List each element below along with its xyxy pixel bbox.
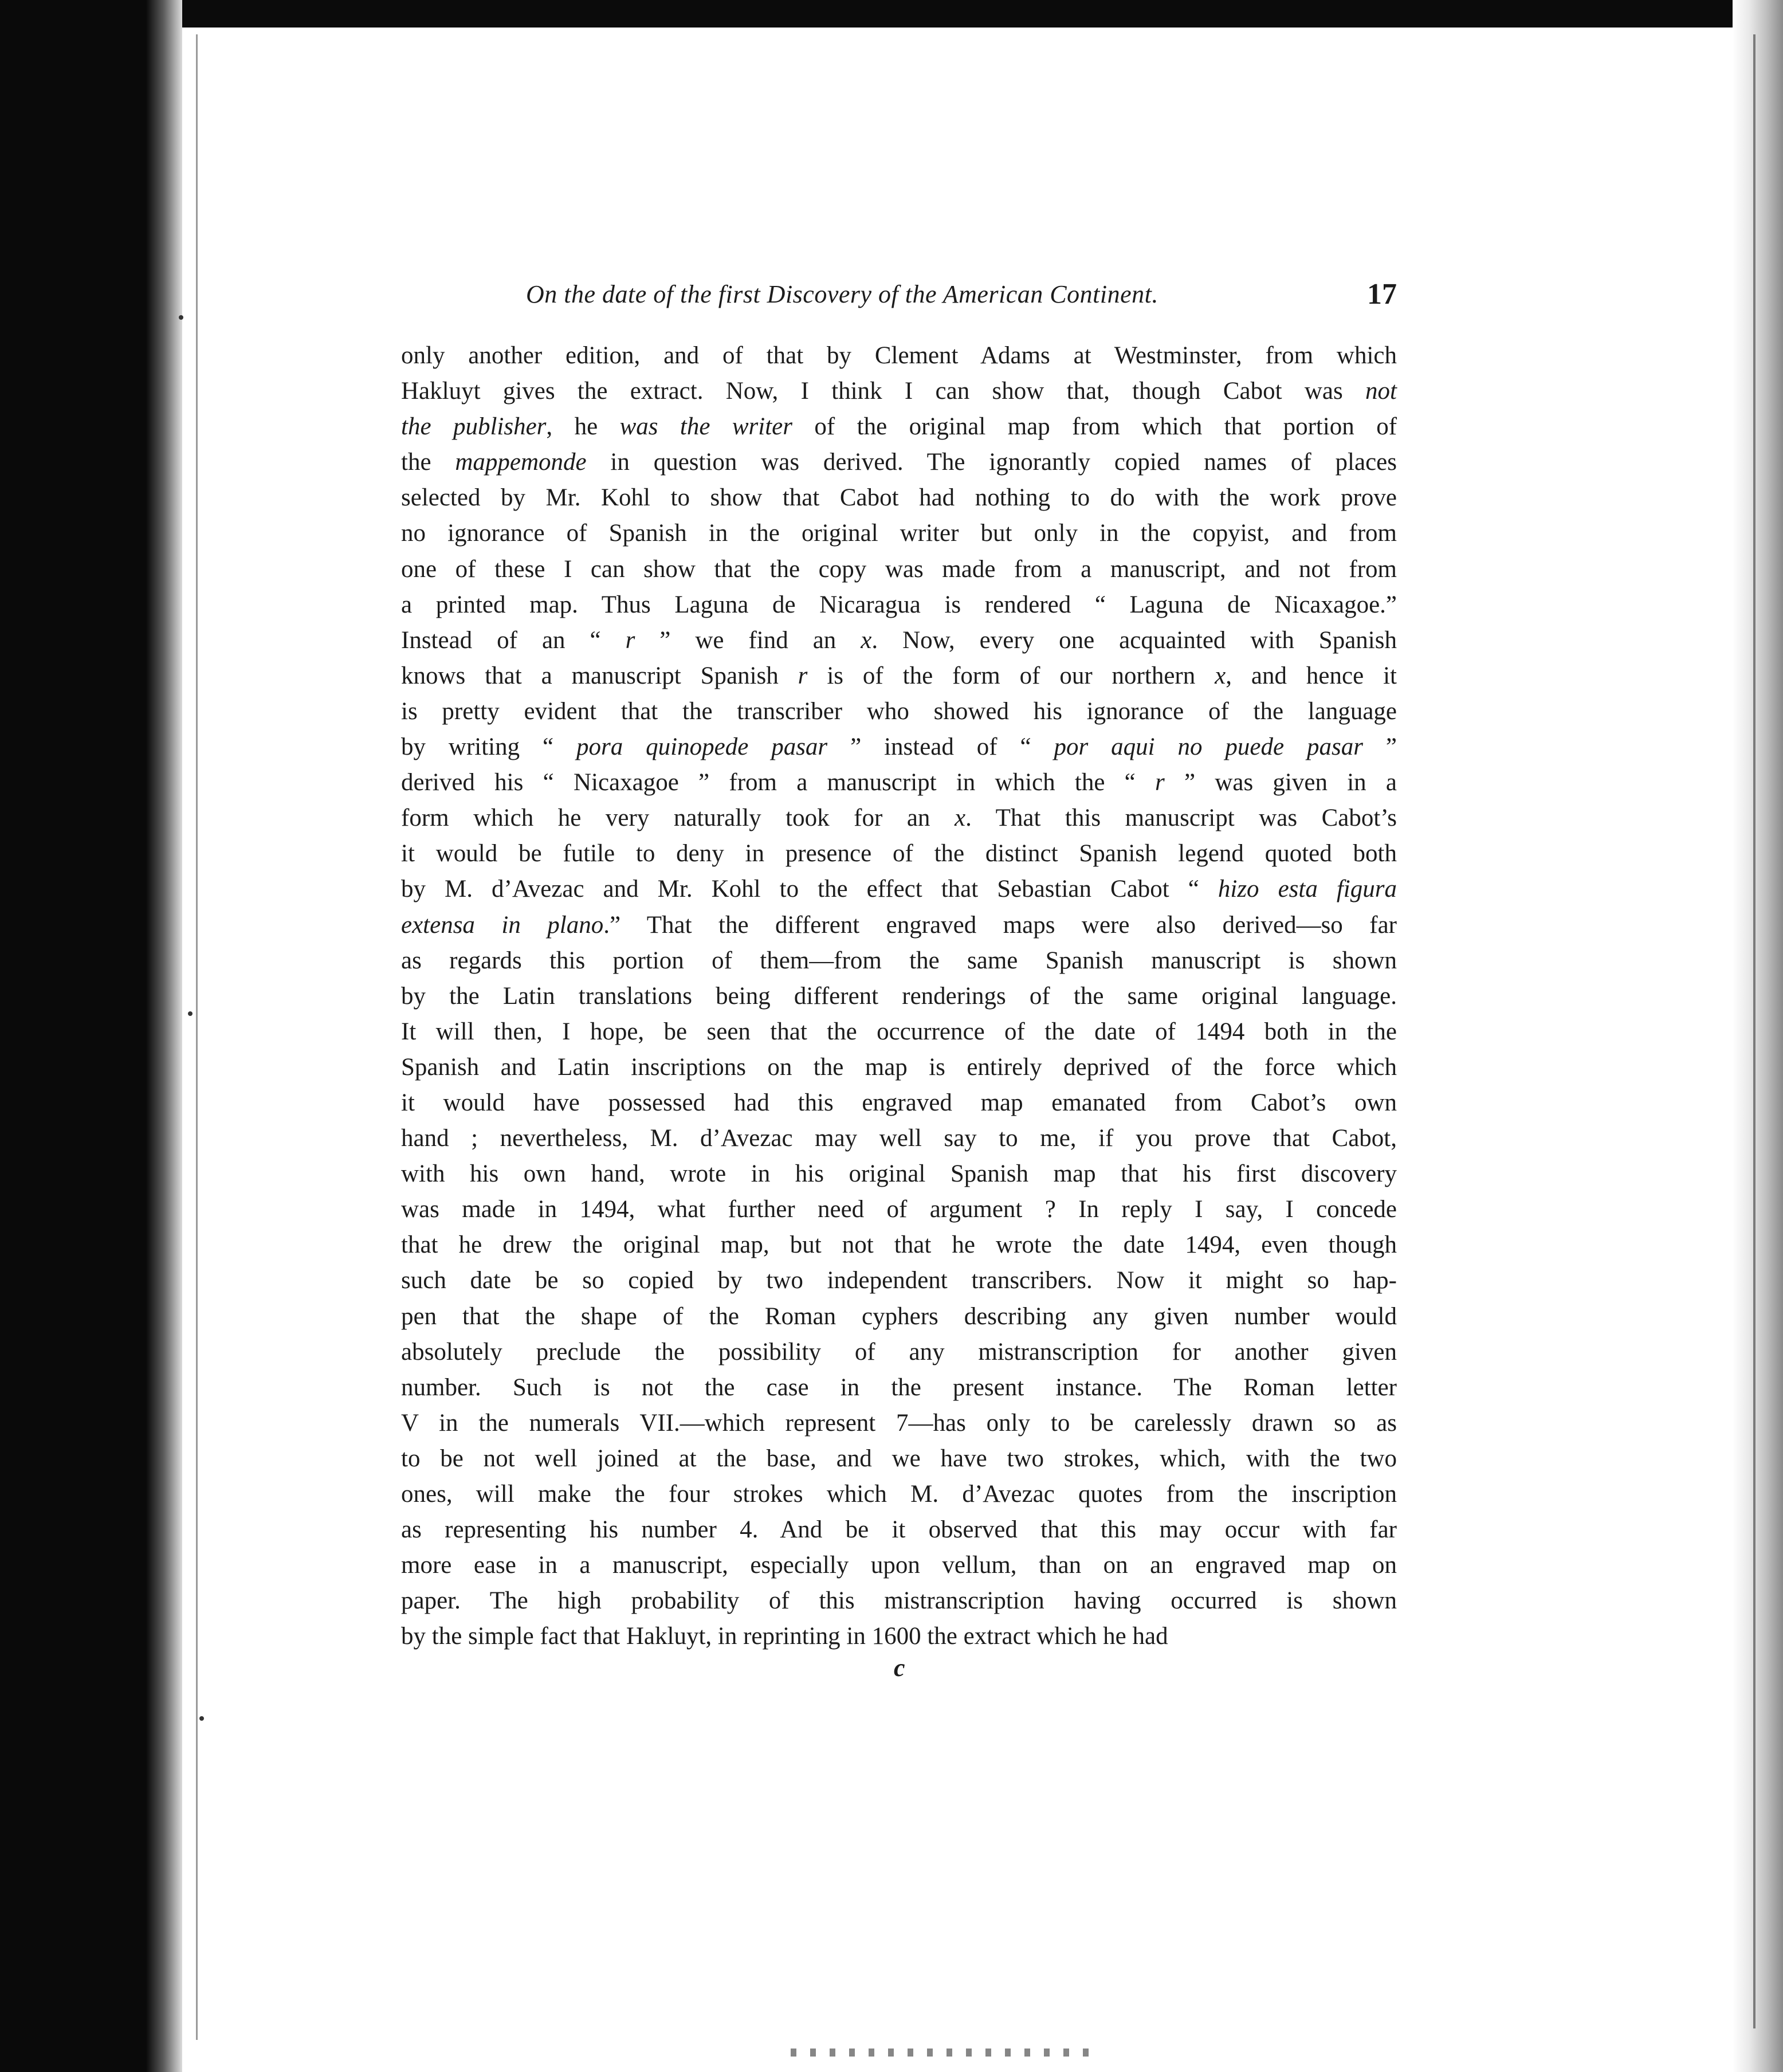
text-line [401, 872, 1397, 907]
text-line [401, 1014, 1397, 1050]
text-run: by M. d’Avezac and Mr. Kohl to the effect that Sebastian Cabot “ [401, 876, 1218, 903]
text-run: , he [546, 413, 620, 441]
text-line [401, 338, 1397, 374]
italic-run: the publisher [401, 413, 547, 441]
text-line [401, 1619, 1397, 1654]
text-line [401, 1548, 1397, 1583]
text-line [401, 1583, 1397, 1619]
text-line [401, 800, 1397, 836]
italic-run: r [625, 626, 635, 654]
page-right-edge-line [1753, 34, 1755, 2028]
text-run: a printed map. Thus Laguna de Nicaragua is rendered “ Laguna de Nicaxagoe.” [401, 591, 1397, 618]
running-head: On the date of the first Discovery of the American Continent. [526, 280, 1158, 308]
text-run: Spanish and Latin inscriptions on the map is entirely deprived of the force which [401, 1053, 1397, 1081]
text-line [401, 587, 1397, 623]
text-line [401, 729, 1397, 765]
text-line [401, 623, 1397, 658]
text-run: ” instead of “ [827, 733, 1054, 761]
text-line [401, 1477, 1397, 1512]
text-line [401, 836, 1397, 872]
text-run: . Now, every one acquainted with Spanish [871, 626, 1397, 654]
page-header [401, 280, 1397, 325]
text-run: . That this manuscript was Cabot’s [965, 805, 1397, 832]
text-line [401, 658, 1397, 694]
scan-speck [199, 1716, 204, 1721]
italic-run: por aqui no puede pasar [1054, 733, 1363, 761]
text-run: the [401, 449, 455, 476]
text-run: , and hence it [1226, 662, 1397, 689]
text-line [401, 1192, 1397, 1227]
text-line [401, 1156, 1397, 1192]
scan-top-edge [0, 0, 1783, 28]
text-run: absolutely preclude the possibility of any mistranscription for another given [401, 1338, 1397, 1365]
italic-run: x [954, 805, 966, 832]
scan-right-edge [1733, 0, 1783, 2072]
italic-run: r [1155, 769, 1165, 796]
italic-run: extensa in plano [401, 911, 604, 939]
text-run: it would have possessed had this engraved map emanated from Cabot’s own [401, 1089, 1397, 1116]
text-run: as representing his number 4. And be it observed that this may occur with far [401, 1516, 1397, 1544]
text-run: no ignorance of Spanish in the original writer but only in the copyist, and from [401, 520, 1397, 547]
text-run: pen that the shape of the Roman cyphers describing any given number would [401, 1302, 1397, 1330]
text-run: such date be so copied by two independent transcribers. Now it might so hap- [401, 1267, 1397, 1294]
text-line [401, 1263, 1397, 1298]
text-run: of the original map from which that portion of [792, 413, 1397, 441]
text-run: is pretty evident that the transcriber who showed his ignorance of the language [401, 697, 1397, 725]
text-line [401, 979, 1397, 1014]
text-line [401, 1441, 1397, 1477]
text-line [401, 552, 1397, 587]
italic-run: not [1365, 378, 1397, 405]
text-run: ” we find an [635, 626, 861, 654]
scan-speck [179, 315, 183, 320]
text-run: by writing “ [401, 733, 577, 761]
scan-left-edge [0, 0, 182, 2072]
text-run: knows that a manuscript Spanish [401, 662, 798, 689]
text-run: by the simple fact that Hakluyt, in reprinting in 1600 the extract which he had [401, 1623, 1168, 1650]
text-line [401, 694, 1397, 729]
italic-run: mappemonde [455, 449, 587, 476]
italic-run: pora quinopede pasar [576, 733, 828, 761]
scan-speck [188, 1011, 193, 1016]
text-line [401, 943, 1397, 979]
text-run: Instead of an “ [401, 626, 626, 654]
text-line [401, 1370, 1397, 1406]
text-line [401, 1406, 1397, 1441]
text-line [401, 1335, 1397, 1370]
text-run: paper. The high probability of this mistranscription having occurred is shown [401, 1587, 1397, 1615]
text-run: ” [1362, 733, 1397, 761]
text-run: form which he very naturally took for an [401, 805, 955, 832]
text-run: to be not well joined at the base, and we have two strokes, which, with the two [401, 1445, 1397, 1472]
text-run: by the Latin translations being different renderings of the same original language. [401, 982, 1397, 1010]
text-line [401, 1299, 1397, 1335]
text-run: with his own hand, wrote in his original Spanish map that his first discovery [401, 1160, 1397, 1188]
text-run: one of these I can show that the copy was made from a manuscript, and not from [401, 555, 1397, 583]
scan-bottom-debris [791, 2049, 1089, 2057]
text-line [401, 1512, 1397, 1548]
text-run: derived his “ Nicaxagoe ” from a manuscript in which the “ [401, 769, 1155, 796]
signature-mark: c [894, 1654, 905, 1682]
text-run: hand ; nevertheless, M. d’Avezac may well say to me, if you prove that Cabot, [401, 1125, 1397, 1152]
text-run: .” That the different engraved maps were also derived—so far [603, 911, 1397, 939]
text-line [401, 516, 1397, 551]
text-run: that he drew the original map, but not that he wrote the date 1494, even though [401, 1231, 1397, 1259]
text-line [401, 1050, 1397, 1085]
italic-run: r [798, 662, 808, 689]
text-run: in question was derived. The ignorantly copied names of places [586, 449, 1397, 476]
text-line [401, 374, 1397, 409]
text-run: selected by Mr. Kohl to show that Cabot had nothing to do with the work prove [401, 484, 1397, 512]
text-line [401, 1121, 1397, 1156]
text-line [401, 409, 1397, 445]
text-line [401, 908, 1397, 943]
text-run: number. Such is not the case in the present instance. The Roman letter [401, 1374, 1397, 1401]
text-run: It will then, I hope, be seen that the occurrence of the date of 1494 both in the [401, 1018, 1397, 1045]
text-run: Hakluyt gives the extract. Now, I think I can show that, though Cabot was [401, 378, 1366, 405]
text-run: is of the form of our northern [807, 662, 1215, 689]
italic-run: was the writer [619, 413, 792, 441]
page-number: 17 [1367, 278, 1397, 311]
text-run: more ease in a manuscript, especially upon vellum, than on an engraved map on [401, 1552, 1397, 1579]
text-run: only another edition, and of that by Clement Adams at Westminster, from which [401, 342, 1397, 369]
body-text [401, 338, 1397, 1654]
italic-run: hizo esta figura [1218, 876, 1397, 903]
text-line [401, 1227, 1397, 1263]
italic-run: x [1215, 662, 1226, 689]
text-run: it would be futile to deny in presence of the distinct Spanish legend quoted both [401, 840, 1397, 868]
text-line [401, 480, 1397, 516]
text-run: ” was given in a [1164, 769, 1397, 796]
text-run: was made in 1494, what further need of argument ? In reply I say, I concede [401, 1196, 1397, 1223]
text-line [401, 445, 1397, 480]
text-run: as regards this portion of them—from the same Spanish manuscript is shown [401, 947, 1397, 974]
text-run: ones, will make the four strokes which M. d’Avezac quotes from the inscription [401, 1481, 1397, 1508]
text-line [401, 1085, 1397, 1121]
italic-run: x [861, 626, 872, 654]
text-run: V in the numerals VII.—which represent 7—has only to be carelessly drawn so as [401, 1409, 1397, 1437]
page-gutter-line [196, 34, 198, 2040]
text-line [401, 765, 1397, 800]
